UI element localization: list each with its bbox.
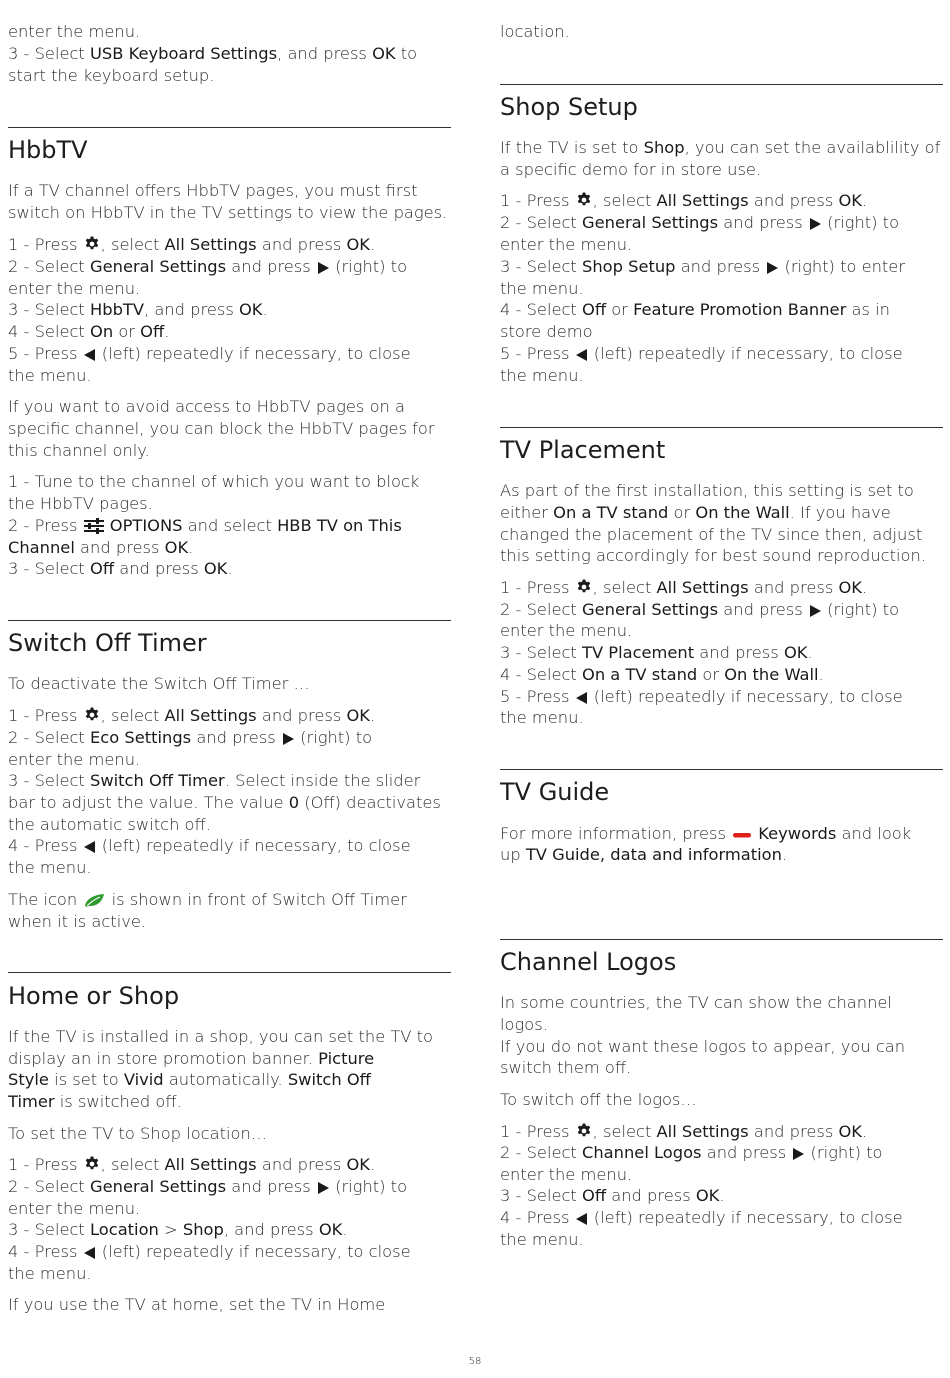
step-4-cont: the menu. [500,1230,584,1249]
paragraph-line: this setting accordingly for best sound reproduction. [500,546,926,565]
paragraph-line: To set the TV to Shop location… [8,1124,268,1143]
right-arrow-icon [765,259,779,281]
section-divider [8,972,451,973]
right-arrow-icon [808,215,822,237]
step-1: 1 - Press , select All Settings and press OK. [500,190,867,215]
step-2: 2 - Press OPTIONS and select HBB TV on This [8,515,402,540]
step-3: 3 - Select Switch Off Timer. Select inside the slider [8,771,421,790]
paragraph-line: To switch off the logos… [500,1090,697,1109]
right-arrow-icon [316,1179,330,1201]
paragraph-line: For more information, press Keywords and look [500,823,911,848]
section-divider [8,127,451,128]
right-arrow-icon [791,1145,805,1167]
paragraph-line: If you do not want these logos to appear, you can [500,1037,906,1056]
paragraph-line: If the TV is set to Shop, you can set the availablility of [500,138,941,157]
right-arrow-icon [808,602,822,624]
intro-line: location. [500,22,570,41]
section-divider [500,427,943,428]
step-1: 1 - Press , select All Settings and press OK. [8,1154,375,1179]
section-divider [500,769,943,770]
section-title-tv-placement: TV Placement [500,436,666,464]
step-2-cont: enter the menu. [500,1165,633,1184]
paragraph-line: If you want to avoid access to HbbTV pages on a [8,397,406,416]
intro-line-3: start the keyboard setup. [8,66,215,85]
step-2-cont: enter the menu. [500,621,633,640]
section-title-switch-off-timer: Switch Off Timer [8,629,207,657]
right-arrow-icon [316,259,330,281]
step-4: 4 - Press (left) repeatedly if necessary, to close [8,1241,411,1266]
step-2-cont: enter the menu. [8,750,141,769]
step-4-cont: the menu. [8,858,92,877]
paragraph-line: when it is active. [8,912,147,931]
step-2: 2 - Select General Settings and press (right) to [8,1176,407,1201]
step-1: 1 - Press , select All Settings and press OK. [8,705,375,730]
step-3-cont: the menu. [500,279,584,298]
step-3: 3 - Select Location > Shop, and press OK. [8,1220,348,1239]
step-4: 4 - Press (left) repeatedly if necessary, to close [500,1207,903,1232]
intro-line-1: enter the menu. [8,22,141,41]
paragraph-line: Style is set to Vivid automatically. Switch Off [8,1070,371,1089]
paragraph-line: display an in store promotion banner. Picture [8,1049,375,1068]
intro-step-3: 3 - Select USB Keyboard Settings, and press OK to [8,44,418,63]
section-divider [500,939,943,940]
paragraph-line: If a TV channel offers HbbTV pages, you must first [8,181,418,200]
step-4: 4 - Select Off or Feature Promotion Banner as in [500,300,890,319]
paragraph-line: changed the placement of the TV since then, adjust [500,525,923,544]
step-2-cont: enter the menu. [8,1199,141,1218]
step-4: 4 - Select On or Off. [8,322,170,341]
page-number: 58 [468,1356,482,1367]
step-1: 1 - Press , select All Settings and press OK. [500,577,867,602]
paragraph-line: a specific demo for in store use. [500,160,762,179]
step-2: 2 - Select General Settings and press (right) to [500,212,899,237]
step-1: 1 - Tune to the channel of which you want to block [8,472,420,491]
paragraph-line: switch on HbbTV in the TV settings to view the pages. [8,203,448,222]
step-4: 4 - Press (left) repeatedly if necessary, to close [8,835,411,860]
paragraph-line: The icon is shown in front of Switch Off Timer [8,889,407,914]
section-title-home-or-shop: Home or Shop [8,982,180,1010]
paragraph-line: this channel only. [8,441,150,460]
section-title-channel-logos: Channel Logos [500,948,677,976]
step-2-cont: enter the menu. [8,279,141,298]
section-divider [500,84,943,85]
step-5: 5 - Press (left) repeatedly if necessary, to close [500,343,903,368]
step-3: 3 - Select TV Placement and press OK. [500,643,813,662]
step-3: 3 - Select Off and press OK. [8,559,233,578]
paragraph-line: As part of the first installation, this setting is set to [500,481,914,500]
paragraph-line: either On a TV stand or On the Wall. If you have [500,503,891,522]
step-5: 5 - Press (left) repeatedly if necessary, to close [8,343,411,368]
step-2: 2 - Select Channel Logos and press (right) to [500,1142,882,1167]
step-5: 5 - Press (left) repeatedly if necessary, to close [500,686,903,711]
step-3: 3 - Select Off and press OK. [500,1186,725,1205]
paragraph-line: If you use the TV at home, set the TV in Home [8,1295,386,1314]
section-title-tv-guide: TV Guide [500,778,610,806]
step-3-cont: bar to adjust the value. The value 0 (Off) deactivates [8,793,441,812]
step-3-cont: the automatic switch off. [8,815,211,834]
step-2: 2 - Select General Settings and press (right) to [500,599,899,624]
step-4: 4 - Select On a TV stand or On the Wall. [500,665,824,684]
step-1: 1 - Press , select All Settings and press OK. [500,1121,867,1146]
step-4-cont: store demo [500,322,593,341]
paragraph-line: switch them off. [500,1058,632,1077]
paragraph-line: logos. [500,1015,548,1034]
step-2-cont: enter the menu. [500,235,633,254]
step-3: 3 - Select HbbTV, and press OK. [8,300,268,319]
paragraph-line: If the TV is installed in a shop, you can set the TV to [8,1027,433,1046]
step-1: 1 - Press , select All Settings and press OK. [8,234,375,259]
step-2: 2 - Select General Settings and press (right) to [8,256,407,281]
paragraph-line: Timer is switched off. [8,1092,182,1111]
paragraph-line: In some countries, the TV can show the channel [500,993,892,1012]
section-title-hbbtv: HbbTV [8,136,88,164]
paragraph-line: To deactivate the Switch Off Timer … [8,674,310,693]
right-arrow-icon [281,730,295,752]
step-5-cont: the menu. [500,708,584,727]
paragraph-line: up TV Guide, data and information. [500,845,788,864]
section-divider [8,620,451,621]
step-4-cont: the menu. [8,1264,92,1283]
step-3: 3 - Select Shop Setup and press (right) to enter [500,256,905,281]
step-1-cont: the HbbTV pages. [8,494,153,513]
step-5-cont: the menu. [8,366,92,385]
step-5-cont: the menu. [500,366,584,385]
paragraph-line: specific channel, you can block the HbbTV pages for [8,419,435,438]
step-2-cont: Channel and press OK. [8,538,194,557]
step-2: 2 - Select Eco Settings and press (right) to [8,727,372,752]
section-title-shop-setup: Shop Setup [500,93,638,121]
